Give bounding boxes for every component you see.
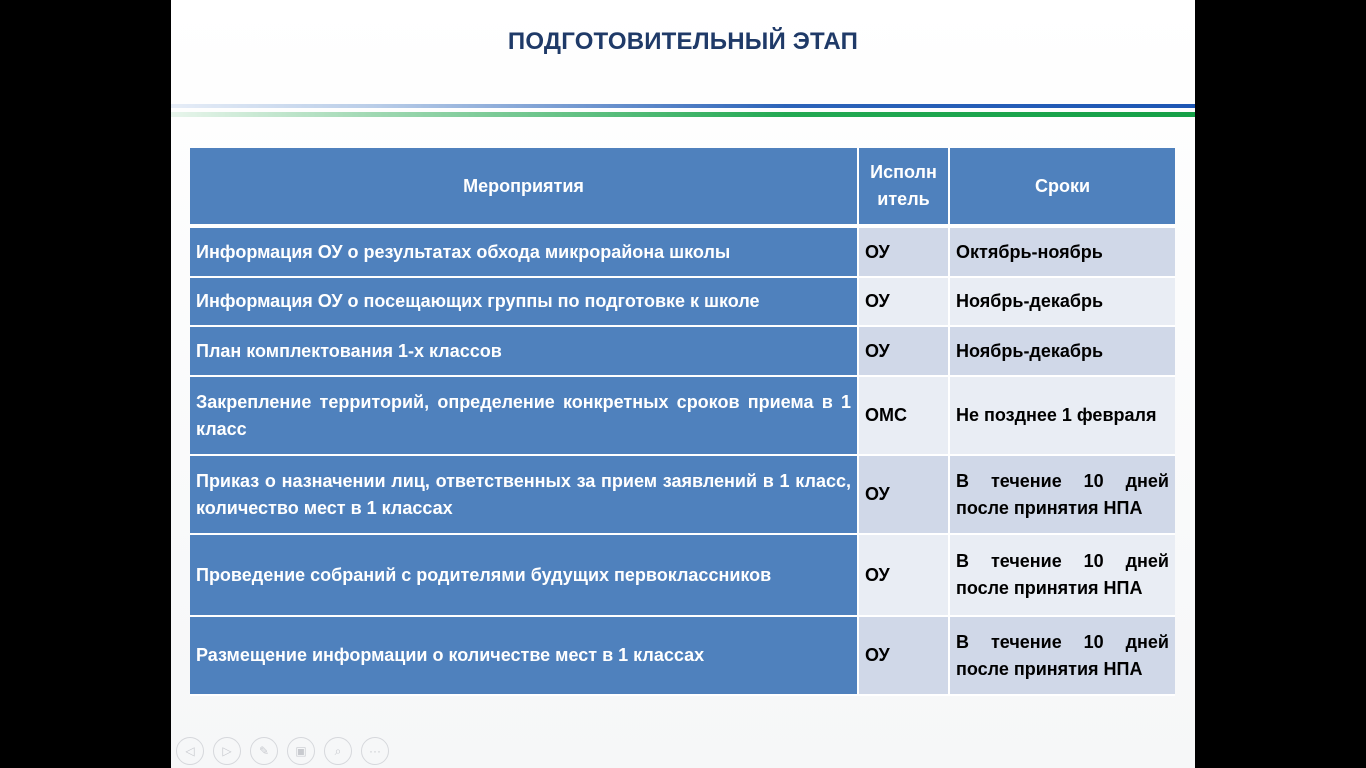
term-cell: Ноябрь-декабрь: [950, 278, 1175, 327]
slide: [171, 0, 1195, 768]
header-term: Сроки: [950, 148, 1175, 228]
term-cell: В течение 10 дней после принятия НПА: [950, 617, 1175, 696]
term-cell: Не позднее 1 февраля: [950, 377, 1175, 456]
header-executor: Исполн итель: [859, 148, 950, 228]
header-event: Мероприятия: [190, 148, 859, 228]
table-row: [190, 228, 1175, 278]
slides-icon[interactable]: ▣: [287, 737, 315, 765]
event-cell: Информация ОУ о посещающих группы по подготовке к школе: [190, 278, 859, 327]
table-row: [190, 377, 1175, 456]
executor-cell: ОУ: [859, 228, 950, 278]
slideshow-controls: [176, 737, 389, 765]
executor-cell: ОУ: [859, 456, 950, 535]
executor-cell: ОУ: [859, 535, 950, 617]
table-row: [190, 456, 1175, 535]
executor-cell: ОУ: [859, 617, 950, 696]
event-cell: Проведение собраний с родителями будущих первоклассников: [190, 535, 859, 617]
schedule-table: [190, 148, 1175, 696]
event-cell: Приказ о назначении лиц, ответственных за прием заявлений в 1 класс, количество мест в 1 классах: [190, 456, 859, 535]
table-row: [190, 278, 1175, 327]
event-cell: Информация ОУ о результатах обхода микрорайона школы: [190, 228, 859, 278]
term-cell: В течение 10 дней после принятия НПА: [950, 456, 1175, 535]
table-row: [190, 535, 1175, 617]
executor-cell: ОУ: [859, 278, 950, 327]
term-cell: Ноябрь-декабрь: [950, 327, 1175, 377]
slide-title: ПОДГОТОВИТЕЛЬНЫЙ ЭТАП: [507, 28, 859, 55]
event-cell: Закрепление территорий, определение конкретных сроков приема в 1 класс: [190, 377, 859, 456]
executor-cell: ОМС: [859, 377, 950, 456]
term-cell: Октябрь-ноябрь: [950, 228, 1175, 278]
event-cell: План комплектования 1-х классов: [190, 327, 859, 377]
table-row: [190, 327, 1175, 377]
more-icon[interactable]: ···: [361, 737, 389, 765]
decorative-blue-line: [171, 104, 1195, 108]
arrow-left-icon[interactable]: ◁: [176, 737, 204, 765]
term-cell: В течение 10 дней после принятия НПА: [950, 535, 1175, 617]
zoom-icon[interactable]: ⌕: [324, 737, 352, 765]
pen-icon[interactable]: ✎: [250, 737, 278, 765]
arrow-right-icon[interactable]: ▷: [213, 737, 241, 765]
table-header-row: [190, 148, 1175, 228]
table-row: [190, 617, 1175, 696]
decorative-green-line: [171, 112, 1195, 117]
executor-cell: ОУ: [859, 327, 950, 377]
event-cell: Размещение информации о количестве мест в 1 классах: [190, 617, 859, 696]
